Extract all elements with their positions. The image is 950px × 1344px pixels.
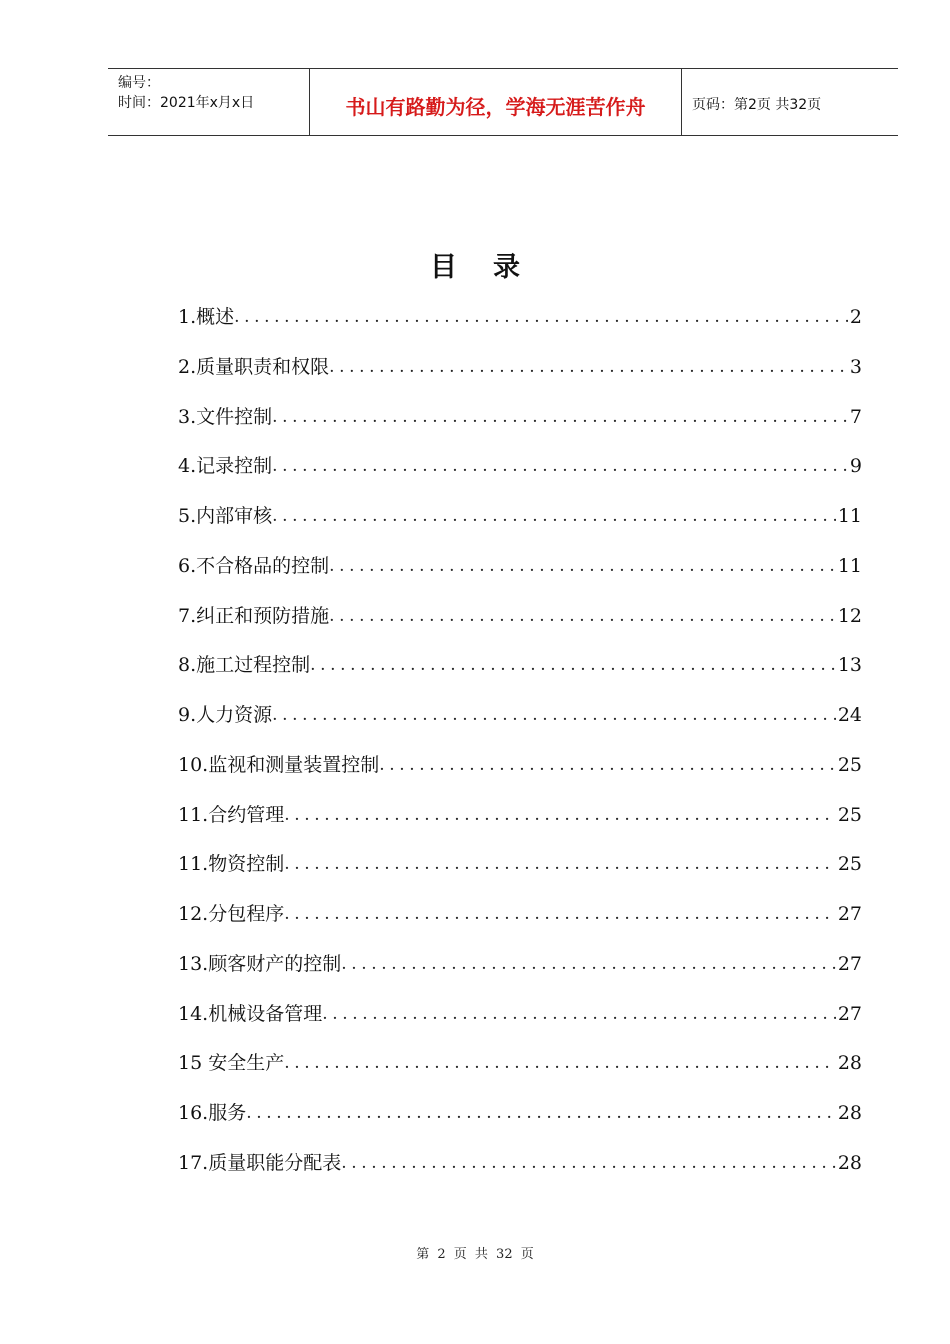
toc-entry-page-number: 13 — [837, 654, 862, 677]
toc-entry-label: 11.合约管理 — [178, 803, 285, 826]
toc-entry[interactable] — [178, 750, 862, 800]
toc-dot-leader — [284, 1048, 836, 1078]
toc-entry-page-number: 11 — [837, 505, 862, 527]
toc-entry-page-number: 27 — [837, 903, 862, 925]
toc-entry-label: 16.服务 — [178, 1102, 247, 1124]
toc-entry-label: 8.施工过程控制 — [178, 654, 311, 677]
toc-entry-page-number: 27 — [837, 1002, 862, 1025]
toc-entry-page-number: 25 — [837, 803, 862, 826]
toc-dot-leader — [341, 949, 836, 979]
toc-dot-leader — [272, 402, 848, 432]
toc-entry-page-number: 11 — [837, 554, 862, 577]
toc-entry[interactable] — [178, 451, 862, 501]
toc-dot-leader — [329, 352, 848, 382]
toc-dot-leader — [272, 451, 848, 481]
toc-dot-leader — [272, 700, 836, 730]
header-info-cell — [108, 69, 310, 135]
toc-entry[interactable] — [178, 402, 862, 452]
toc-entry[interactable] — [178, 849, 862, 899]
toc-entry-label: 2.质量职责和权限 — [178, 355, 330, 378]
toc-entry-page-number: 28 — [837, 1102, 862, 1124]
toc-entry-page-number: 12 — [837, 604, 862, 627]
toc-title: 目录 — [430, 252, 556, 283]
toc-entry-page-number: 25 — [837, 753, 862, 776]
toc-entry[interactable] — [178, 1048, 862, 1098]
date-label: 时间：2021年x月x日 — [118, 95, 255, 111]
toc-entry-page-number: 28 — [837, 1151, 862, 1174]
toc-entry-page-number: 24 — [837, 704, 862, 726]
page-footer: 第 2 页 共 32 页 — [416, 1247, 534, 1262]
toc-entry-label: 1.概述 — [178, 306, 235, 328]
toc-dot-leader — [246, 1098, 836, 1128]
toc-entry-label: 11.物资控制 — [178, 853, 285, 876]
toc-entry-label: 15 安全生产 — [178, 1052, 285, 1075]
toc-entry[interactable] — [178, 1148, 862, 1198]
toc-entry[interactable] — [178, 949, 862, 999]
toc-entry-label: 12.分包程序 — [178, 903, 285, 925]
toc-entry[interactable] — [178, 551, 862, 601]
toc-entry[interactable] — [178, 700, 862, 750]
toc-entry-label: 17.质量职能分配表 — [178, 1151, 342, 1174]
toc-entry-label: 14.机械设备管理 — [178, 1002, 323, 1025]
header-page-code: 页码：第2页 共32页 — [692, 97, 822, 113]
toc-entry[interactable] — [178, 999, 862, 1049]
toc-dot-leader — [284, 849, 836, 879]
toc-entry[interactable] — [178, 899, 862, 949]
toc-dot-leader — [272, 501, 836, 531]
toc-entry[interactable] — [178, 501, 862, 551]
header-motto: 书山有路勤为径，学海无涯苦作舟 — [310, 69, 682, 135]
serial-number-label: 编号： — [118, 75, 160, 91]
toc-entry-page-number: 27 — [837, 952, 862, 975]
toc-dot-leader — [322, 999, 836, 1029]
toc-entry[interactable] — [178, 1098, 862, 1148]
toc-entry-label: 9.人力资源 — [178, 704, 273, 726]
toc-dot-leader — [284, 800, 836, 830]
toc-entry-label: 10.监视和测量装置控制 — [178, 753, 380, 776]
table-of-contents — [178, 302, 862, 1198]
toc-entry-page-number: 25 — [837, 853, 862, 876]
toc-entry-label: 13.顾客财产的控制 — [178, 952, 342, 975]
toc-dot-leader — [329, 601, 836, 631]
toc-entry-label: 4.记录控制 — [178, 455, 273, 478]
toc-entry-page-number: 3 — [849, 355, 862, 378]
toc-dot-leader — [284, 899, 836, 929]
toc-dot-leader — [329, 551, 836, 581]
toc-dot-leader — [341, 1148, 836, 1178]
toc-entry[interactable] — [178, 800, 862, 850]
toc-entry[interactable] — [178, 302, 862, 352]
toc-entry[interactable] — [178, 352, 862, 402]
page-header — [108, 68, 898, 136]
toc-entry-page-number: 9 — [849, 455, 862, 478]
toc-entry-page-number: 28 — [837, 1052, 862, 1075]
toc-entry-label: 3.文件控制 — [178, 405, 273, 428]
toc-entry-label: 7.纠正和预防措施 — [178, 604, 330, 627]
toc-dot-leader — [379, 750, 836, 780]
toc-entry[interactable] — [178, 650, 862, 700]
toc-dot-leader — [310, 650, 836, 680]
toc-entry-page-number: 2 — [849, 306, 862, 328]
toc-entry-label: 5.内部审核 — [178, 505, 273, 527]
toc-entry-label: 6.不合格品的控制 — [178, 554, 330, 577]
toc-entry-page-number: 7 — [849, 405, 862, 428]
toc-entry[interactable] — [178, 601, 862, 651]
toc-dot-leader — [234, 302, 848, 332]
